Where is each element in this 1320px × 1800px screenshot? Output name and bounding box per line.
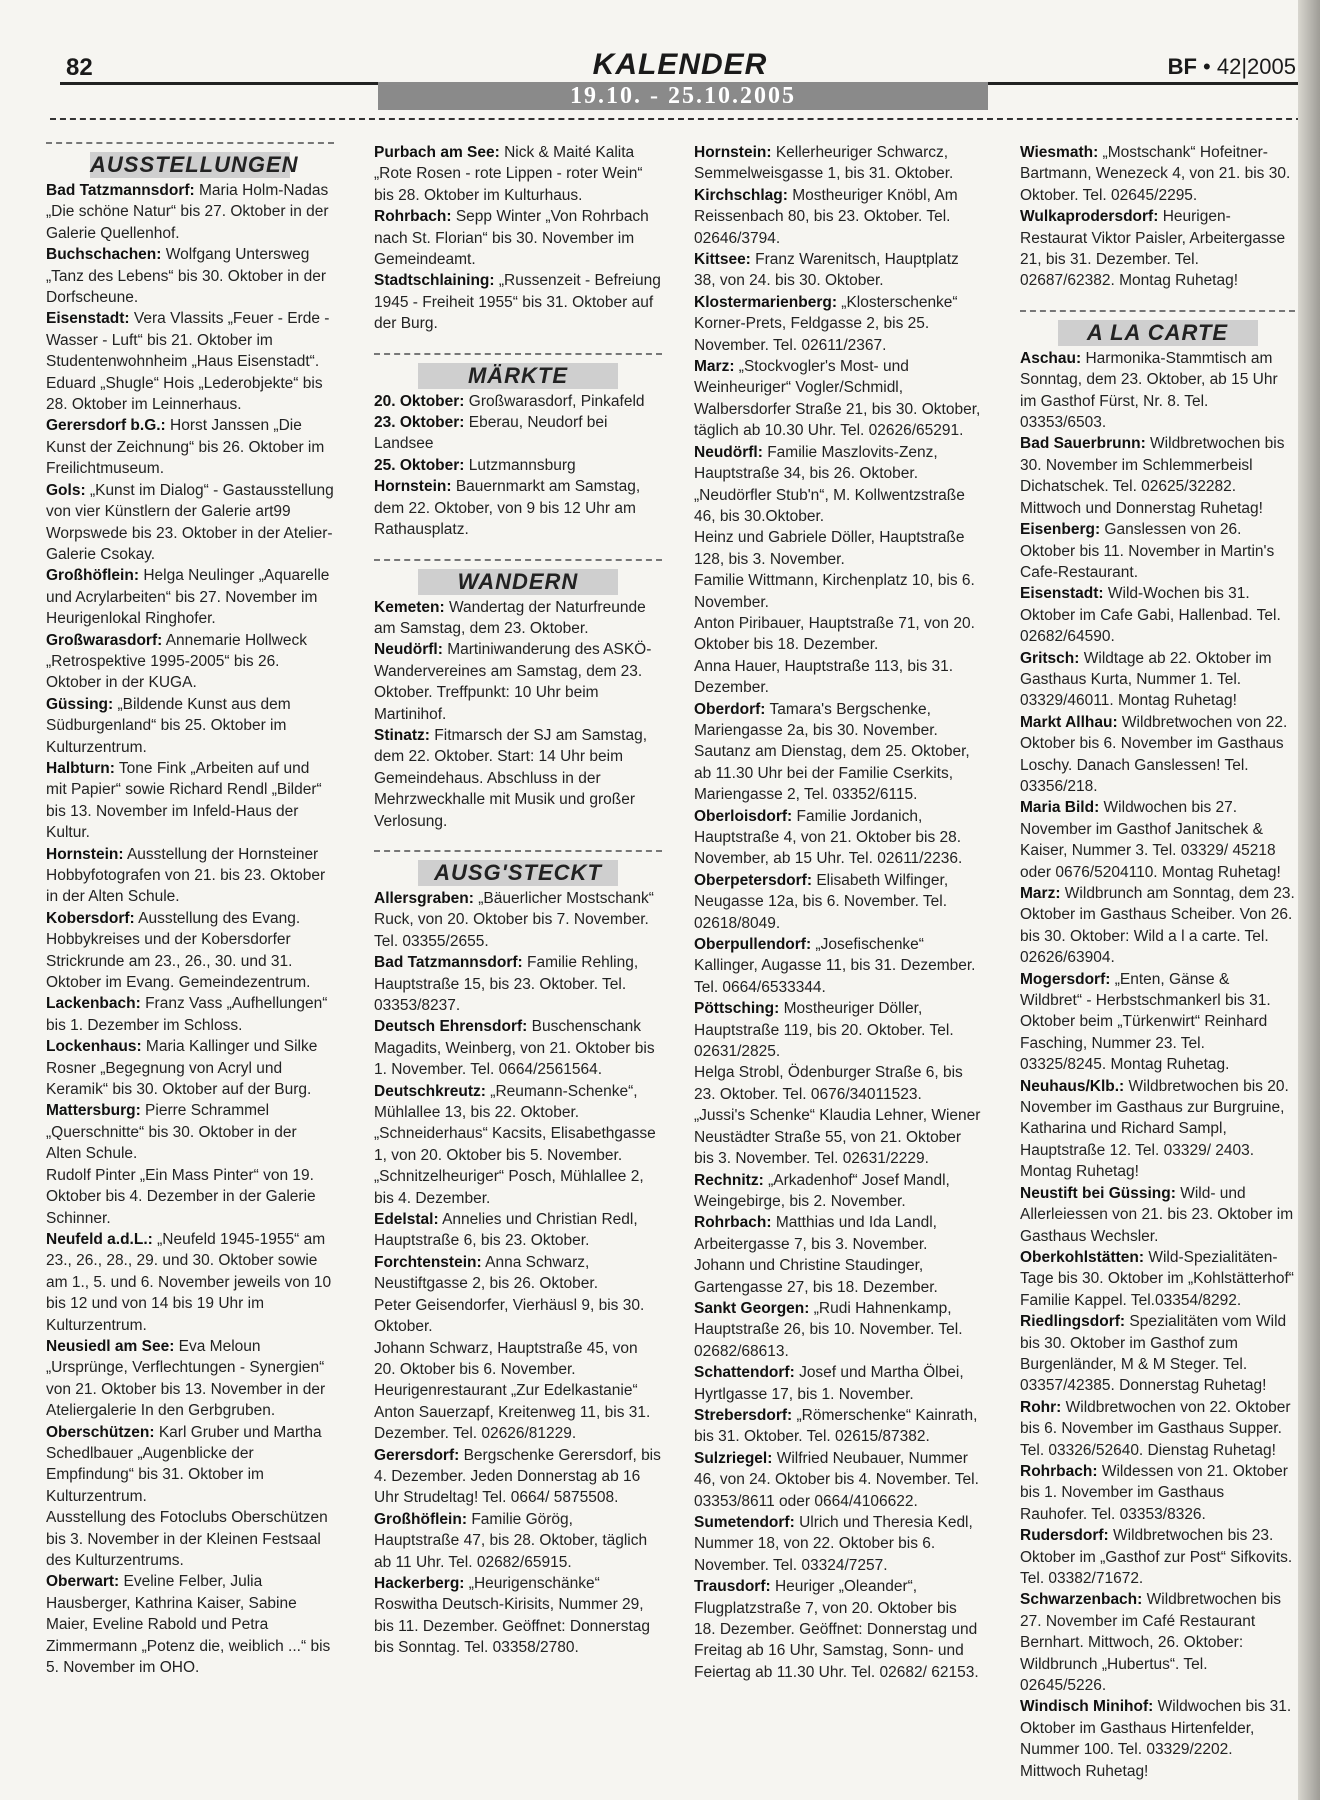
listing-entry <box>694 870 982 934</box>
listing-entry <box>694 1512 982 1576</box>
listing-location: Oberwart: <box>46 1573 120 1591</box>
listing-text: Anna Schwarz, Neustiftgasse 2, bis 26. Oktober. <box>374 1253 599 1293</box>
listing-location: Maria Bild: <box>1020 799 1100 817</box>
listing-text: Spezialitäten vom Wild bis 30. Oktober im Gasthof zum Burgenländer, M & M Steger. Tel. 03357/42385. Donnerstag Ruhetag! <box>1020 1313 1287 1395</box>
listing-entry <box>694 292 982 356</box>
section-gap <box>374 832 662 850</box>
listing-location: Stadtschlaining: <box>374 272 495 290</box>
listing-entry <box>46 480 334 566</box>
listing-entry <box>1020 969 1295 1076</box>
listing-location: Buchschachen: <box>46 246 162 264</box>
listing-text: „Schnitzelheuriger“ Posch, Mühlallee 2, bis 4. Dezember. <box>374 1168 644 1207</box>
listing-entry <box>46 993 334 1036</box>
listing-location: Bad Tatzmannsdorf: <box>374 954 523 972</box>
listing-entry <box>694 1212 982 1255</box>
listing-location: Kobersdorf: <box>46 909 135 927</box>
listing-text: Fitmarsch der SJ am Samstag, dem 22. Oktober. Start: 14 Uhr beim Gemeindehaus. Abschluss in der Mehrzweckhalle mit Musik und großer Verlosung. <box>374 726 648 830</box>
listing-text: Eveline Felber, Julia Hausberger, Kathrina Kaiser, Sabine Maier, Eveline Rabold und Petra Zimmermann „Potenz die, weiblich ...“ bis 5. November im OHO. <box>46 1573 331 1677</box>
listing-text: Sepp Winter „Von Rohrbach nach St. Florian“ bis 30. November im Gemeindeamt. <box>374 208 649 269</box>
listing-location: Halbturn: <box>46 759 115 777</box>
listing-location: Großhöflein: <box>46 567 139 585</box>
listing-location: Gols: <box>46 481 86 499</box>
listing-text: „Stockvogler's Most- und Weinheuriger“ Vogler/Schmidl, Walbersdorfer Straße 21, bis 30. Oktober, täglich ab 10.30 Uhr. Tel. 02626/65291. <box>694 358 981 440</box>
listing-text: Wildwochen bis 31. Oktober im Gasthaus Hirtenfelder, Nummer 100. Tel. 03329/2202. Mittwoch Ruhetag! <box>1020 1698 1292 1780</box>
listing-location: Rohr: <box>1020 1398 1062 1416</box>
listing-text: Wildbretwochen von 22. Oktober bis 6. November im Gasthaus Supper. Tel. 03326/52640. Dienstag Ruhetag! <box>1020 1398 1291 1459</box>
listing-entry <box>1020 1183 1295 1247</box>
listing-entry <box>374 1123 662 1166</box>
listing-entry <box>374 1081 662 1124</box>
listing-location: Wiesmath: <box>1020 144 1099 161</box>
listing-entry <box>374 476 662 540</box>
listing-location: Windisch Minihof: <box>1020 1698 1154 1716</box>
listing-text: Bergschenke Gerersdorf, bis 4. Dezember. Jeden Donnerstag ab 16 Uhr Strudeltag! Tel. 0664/ 5875508. <box>374 1446 661 1507</box>
listing-location: Markt Allhau: <box>1020 713 1118 731</box>
listing-text: Peter Geisendorfer, Vierhäusl 9, bis 30. Oktober. <box>374 1296 645 1336</box>
listing-location: Gerersdorf: <box>374 1446 460 1464</box>
column-1 <box>46 142 334 1678</box>
listing-text: Heurigenrestaurant „Zur Edelkastanie“ Anton Sauerzapf, Kreitenweg 11, bis 31. Dezember. Tel. 02626/81229. <box>374 1382 651 1443</box>
listing-entry <box>694 485 982 528</box>
listing-text: Harmonika-Stammtisch am Sonntag, dem 23. Oktober, ab 15 Uhr im Gasthof Fürst, Nr. 8. Tel. 03353/6503. <box>1020 349 1278 432</box>
section-gap <box>374 541 662 559</box>
listing-entry <box>46 308 334 372</box>
listing-location: Schwarzenbach: <box>1020 1591 1143 1609</box>
listing-entry <box>374 1166 662 1209</box>
listing-location: Neudörfl: <box>374 641 443 659</box>
listing-location: Rohrbach: <box>1020 1462 1098 1480</box>
listing-entry <box>46 694 334 758</box>
listing-location: Rohrbach: <box>694 1214 772 1232</box>
listing-text: „Schneiderhaus“ Kacsits, Elisabethgasse 1, von 20. Oktober bis 5. November. <box>374 1125 656 1164</box>
listing-location: Oberloisdorf: <box>694 807 793 825</box>
listing-entry <box>694 1255 982 1298</box>
listing-text: Ulrich und Theresia Kedl, Nummer 18, von 22. Oktober bis 6. November. Tel. 03324/7257. <box>694 1514 973 1574</box>
listing-location: Hackerberg: <box>374 1574 465 1592</box>
listing-entry <box>374 412 662 455</box>
listing-text: Familie Rehling, Hauptstraße 15, bis 23. Oktober. Tel. 03353/8237. <box>374 954 639 1014</box>
listing-entry <box>694 1362 982 1405</box>
listing-location: Oberpullendorf: <box>694 936 812 954</box>
listing-location: Mattersburg: <box>46 1102 141 1120</box>
listing-text: Familie Wittmann, Kirchenplatz 10, bis 6. November. <box>694 572 975 611</box>
listing-entry <box>46 844 334 908</box>
column-2 <box>374 142 662 1659</box>
listing-entry <box>46 180 334 244</box>
listing-location: Sulzriegel: <box>694 1449 773 1467</box>
listing-location: Strebersdorf: <box>694 1406 793 1424</box>
listing-entry <box>374 206 662 270</box>
listing-entry <box>694 1170 982 1213</box>
listing-entry <box>1020 648 1295 712</box>
listing-entry <box>1020 348 1295 434</box>
listing-text: Franz Vass „Aufhellungen“ bis 1. Dezember im Schloss. <box>46 995 328 1034</box>
listing-location: Gritsch: <box>1020 649 1080 667</box>
listing-text: Wild- und Allerleiessen von 21. bis 23. Oktober im Gasthaus Wechsler. <box>1020 1184 1294 1245</box>
listing-location: Klostermarienberg: <box>694 293 837 311</box>
listing-text: Wolfgang Untersweg „Tanz des Lebens“ bis 30. Oktober in der Dorfscheune. <box>46 246 327 307</box>
listing-entry <box>374 1380 662 1444</box>
listing-entry <box>46 1422 334 1508</box>
listing-text: Pierre Schrammel „Querschnitte“ bis 30. Oktober in der Alten Schule. <box>46 1102 297 1163</box>
listing-entry <box>694 356 982 442</box>
listing-location: Lockenhaus: <box>46 1038 142 1056</box>
listing-text: Lutzmannsburg <box>468 456 576 474</box>
listing-entry <box>694 1405 982 1448</box>
listing-text: Anton Piribauer, Hauptstraße 71, von 20. Oktober bis 18. Dezember. <box>694 614 975 654</box>
listing-location: Deutsch Ehrensdorf: <box>374 1018 528 1036</box>
listing-entry <box>694 570 982 613</box>
listing-entry <box>694 527 982 570</box>
listing-entry <box>1020 142 1295 206</box>
listing-text: Maria Kallinger und Silke Rosner „Begegnung von Acryl und Keramik“ bis 30. Oktober auf der Burg. <box>46 1038 318 1099</box>
listing-text: Wilfried Neubauer, Nummer 46, von 24. Oktober bis 4. November. Tel. 03353/8611 oder 0664/4106622. <box>694 1449 979 1510</box>
listing-entry <box>1020 1589 1295 1696</box>
listing-text: Vera Vlassits „Feuer - Erde - Wasser - Luft“ bis 21. Oktober im Studentenwohnheim „Haus Eisenstadt“. <box>46 310 330 371</box>
listing-location: 20. Oktober: <box>374 392 465 410</box>
listing-text: Horst Janssen „Die Kunst der Zeichnung“ bis 26. Oktober im Freilichtmuseum. <box>46 417 325 478</box>
listing-entry <box>694 806 982 870</box>
listing-text: Wildbretwochen bis 27. November im Café Restaurant Bernhart. Mittwoch, 26. Oktober: Wildbrunch „Hubertus“. Tel. 02645/5226. <box>1020 1591 1282 1695</box>
listing-location: Aschau: <box>1020 349 1082 367</box>
listing-text: Buschenschank Magadits, Weinberg, von 21. Oktober bis 1. November. Tel. 0664/2561564. <box>374 1018 655 1079</box>
listing-entry <box>46 244 334 308</box>
listing-text: „Reumann-Schenke“, Mühlallee 13, bis 22. Oktober. <box>374 1082 638 1122</box>
listing-entry <box>1020 712 1295 798</box>
listing-location: Deutschkreutz: <box>374 1082 486 1100</box>
section-gap <box>374 335 662 353</box>
listing-location: Forchtenstein: <box>374 1253 482 1271</box>
listing-text: Wildbrunch am Sonntag, dem 23. Oktober im Gasthaus Scheiber. Von 26. bis 30. Oktober: Wild a l a carte. Tel. 02626/63904. <box>1020 885 1295 967</box>
listing-entry <box>374 952 662 1016</box>
listing-text: „Kunst im Dialog“ - Gastausstellung von vier Künstlern der Galerie art99 Worpswede bis 23. Oktober in der Atelier-Galerie Csokay. <box>46 481 334 563</box>
listing-entry <box>46 1507 334 1571</box>
listing-entry <box>1020 1397 1295 1461</box>
listing-entry <box>46 1229 334 1336</box>
listing-entry <box>694 1298 982 1362</box>
listing-location: Großhöflein: <box>374 1510 467 1528</box>
listing-entry <box>694 185 982 249</box>
listing-entry <box>46 1165 334 1229</box>
listing-text: „Neufeld 1945-1955“ am 23., 26., 28., 29. und 30. Oktober sowie am 1., 5. und 6. November jeweils von 10 bis 12 und von 14 bis 19 Uhr im Kulturzentrum. <box>46 1230 332 1334</box>
listing-text: Ausstellung des Fotoclubs Oberschützen bis 3. November in der Kleinen Festsaal des Kulturzentrums. <box>46 1509 328 1569</box>
listing-location: Purbach am See: <box>374 144 500 161</box>
listing-entry <box>694 934 982 998</box>
column-4 <box>1020 142 1295 1782</box>
listing-location: Neustift bei Güssing: <box>1020 1184 1176 1202</box>
listing-text: „Mostschank“ Hofeitner-Bartmann, Wenezeck 4, von 21. bis 30. Oktober. Tel. 02645/2295. <box>1020 144 1291 204</box>
listing-entry <box>1020 883 1295 969</box>
listing-text: Mostheuriger Döller, Hauptstraße 119, bis 20. Oktober. Tel. 02631/2825. <box>694 1000 954 1061</box>
listing-entry <box>46 1100 334 1164</box>
listing-location: Eisenberg: <box>1020 521 1101 539</box>
listing-entry <box>694 656 982 699</box>
listing-location: Kittsee: <box>694 251 751 269</box>
listing-entry <box>374 725 662 832</box>
listing-text: Annelies und Christian Redl, Hauptstraße 6, bis 23. Oktober. <box>374 1211 638 1250</box>
listing-location: Pöttsching: <box>694 1000 780 1018</box>
listing-location: Lackenbach: <box>46 995 141 1013</box>
listing-text: Wildessen von 21. Oktober bis 1. November im Gasthaus Rauhofer. Tel. 03353/8326. <box>1020 1462 1288 1523</box>
listing-entry <box>46 565 334 629</box>
listing-location: Stinatz: <box>374 726 430 744</box>
listing-text: Tamara's Bergschenke, Mariengasse 2a, bis 30. November. Sautanz am Dienstag, dem 25. Oktober, ab 11.30 Uhr bei der Familie Cserkits, Mariengasse 2, Tel. 03352/6115. <box>694 700 970 804</box>
listing-text: Wildwochen bis 27. November im Gasthof Janitschek & Kaiser, Nummer 3. Tel. 03329/ 45218 oder 0676/5204110. Montag Ruhetag! <box>1020 799 1281 881</box>
listing-entry <box>1020 1461 1295 1525</box>
listing-text: Eduard „Shugle“ Hois „Lederobjekte“ bis 28. Oktober im Leinnerhaus. <box>46 374 323 414</box>
listing-text: Wild-Spezialitäten-Tage bis 30. Oktober im „Kohlstätterhof“ Familie Kappel. Tel.03354/8292. <box>1020 1248 1294 1309</box>
section-header <box>1020 310 1295 345</box>
listing-entry <box>1020 1247 1295 1311</box>
listing-text: Heurigen-Restaurat Viktor Paisler, Arbeitergasse 21, bis 31. Dezember. Tel. 02687/62382. Montag Ruhetag! <box>1020 208 1286 290</box>
listing-text: Johann und Christine Staudinger, Gartengasse 27, bis 18. Dezember. <box>694 1257 938 1296</box>
listing-entry <box>694 249 982 292</box>
listing-entry <box>374 597 662 640</box>
listing-entry <box>374 888 662 952</box>
section-title: AUSSTELLUNGEN <box>90 152 299 177</box>
listing-text: „Josefischenke“ Kallinger, Augasse 11, bis 31. Dezember. Tel. 0664/6533344. <box>694 936 976 996</box>
listing-location: Neusiedl am See: <box>46 1337 175 1355</box>
page-edge-shadow <box>1298 0 1320 1800</box>
listing-entry <box>374 1209 662 1252</box>
listing-location: Edelstal: <box>374 1211 439 1229</box>
listing-entry <box>1020 1696 1295 1782</box>
listing-text: Ganslessen von 26. Oktober bis 11. November in Martin's Cafe-Restaurant. <box>1020 521 1275 581</box>
listing-entry <box>374 142 662 206</box>
listing-text: Kellerheuriger Schwarcz, Semmelweisgasse 1, bis 31. Oktober. <box>694 144 954 183</box>
section-header <box>374 353 662 388</box>
listing-entry <box>374 1016 662 1080</box>
listing-text: Nick & Maité Kalita „Rote Rosen - rote Lippen - roter Wein“ bis 28. Oktober im Kulturhaus. <box>374 144 643 204</box>
listing-text: Josef und Martha Ölbei, Hyrtlgasse 17, bis 1. November. <box>694 1364 964 1403</box>
listing-entry <box>1020 433 1295 519</box>
listing-text: Helga Neulinger „Aquarelle und Acrylarbeiten“ bis 27. November im Heurigenlokal Ringhofer. <box>46 567 330 628</box>
publication-name: BF <box>1167 54 1197 79</box>
listing-text: Franz Warenitsch, Hauptplatz 38, von 24. bis 30. Oktober. <box>694 251 959 290</box>
listing-text: „Neudörfler Stub'n“, M. Kollwentzstraße 46, bis 30.Oktober. <box>694 486 965 525</box>
listing-location: 23. Oktober: <box>374 414 465 432</box>
listing-entry <box>374 270 662 334</box>
listing-text: „Römerschenke“ Kainrath, bis 31. Oktober. Tel. 02615/87382. <box>694 1406 978 1446</box>
header-dashed-divider <box>50 118 1312 120</box>
listing-text: Ausstellung der Hornsteiner Hobbyfotografen von 21. bis 23. Oktober in der Alten Schule. <box>46 845 326 906</box>
listing-entry <box>46 630 334 694</box>
listing-entry <box>1020 1076 1295 1183</box>
listing-text: Wildbretwochen bis 23. Oktober im „Gasthof zur Post“ Sifkovits. Tel. 03382/71672. <box>1020 1527 1293 1587</box>
listing-location: Riedlingsdorf: <box>1020 1313 1126 1331</box>
listing-text: Karl Gruber und Martha Schedlbauer „Augenblicke der Empfindung“ bis 31. Oktober im Kulturzentrum. <box>46 1423 322 1505</box>
listing-entry <box>694 613 982 656</box>
listing-text: „Rudi Hahnenkamp, Hauptstraße 26, bis 10. November. Tel. 02682/68613. <box>694 1299 963 1360</box>
listing-entry <box>694 1448 982 1512</box>
listing-text: Eva Meloun „Ursprünge, Verflechtungen - Synergien“ von 21. Oktober bis 13. November in der Ateliergalerie In den Gerbgruben. <box>46 1337 326 1420</box>
listing-location: Eisenstadt: <box>46 310 130 328</box>
listing-text: Johann Schwarz, Hauptstraße 45, von 20. Oktober bis 6. November. <box>374 1339 638 1378</box>
listing-text: Wild-Wochen bis 31. Oktober im Cafe Gabi, Hallenbad. Tel. 02682/64590. <box>1020 585 1281 646</box>
listing-location: Gerersdorf b.G.: <box>46 417 166 435</box>
listing-text: „Bäuerlicher Mostschank“ Ruck, von 20. Oktober bis 7. November. Tel. 03355/2655. <box>374 889 654 950</box>
listing-location: Trausdorf: <box>694 1578 771 1596</box>
listing-entry <box>694 998 982 1062</box>
listing-location: Bad Sauerbrunn: <box>1020 435 1146 453</box>
listing-entry <box>374 1445 662 1509</box>
listing-entry <box>374 1509 662 1573</box>
listing-text: Mostheuriger Knöbl, Am Reissenbach 80, bis 23. Oktober. Tel. 02646/3794. <box>694 186 958 247</box>
listing-text: Matthias und Ida Landl, Arbeitergasse 7, bis 3. November. <box>694 1214 937 1253</box>
listing-location: Marz: <box>694 358 735 376</box>
listing-entry <box>694 699 982 806</box>
listing-location: Hornstein: <box>46 845 124 863</box>
listing-text: „Arkadenhof“ Josef Mandl, Weingebirge, bis 2. November. <box>694 1171 950 1210</box>
listing-location: Neuhaus/Klb.: <box>1020 1077 1125 1095</box>
listing-text: „Jussi's Schenke“ Klaudia Lehner, Wiener Neustädter Straße 55, von 21. Oktober bis 3. November. Tel. 02631/2229. <box>694 1107 981 1168</box>
listing-entry <box>46 1571 334 1678</box>
issue-label: BF • 42|2005 <box>1167 54 1296 79</box>
section-gap <box>1020 292 1295 310</box>
section-title: AUSG'STECKT <box>418 860 618 886</box>
listing-location: Oberkohlstätten: <box>1020 1248 1145 1266</box>
listing-location: Sumetendorf: <box>694 1514 795 1531</box>
listing-location: Wulkaprodersdorf: <box>1020 208 1159 226</box>
listing-entry <box>374 1252 662 1295</box>
listing-entry <box>46 415 334 479</box>
listing-entry <box>694 1062 982 1105</box>
section-header <box>46 142 334 177</box>
listing-text: Wandertag der Naturfreunde am Samstag, dem 23. Oktober. <box>374 598 646 637</box>
listing-location: Hornstein: <box>374 478 452 496</box>
listing-location: Kemeten: <box>374 598 445 616</box>
listing-text: Familie Jordanich, Hauptstraße 4, von 21. Oktober bis 28. November, ab 15 Uhr. Tel. 02611/2236. <box>694 807 963 868</box>
listing-entry <box>694 142 982 185</box>
listing-entry <box>374 1295 662 1338</box>
section-header <box>374 850 662 885</box>
listing-entry <box>1020 583 1295 647</box>
listing-location: 25. Oktober: <box>374 456 465 474</box>
listing-text: Wildbretwochen von 22. Oktober bis 6. November im Gasthaus Loschy. Danach Ganslessen! Tel. 03356/218. <box>1020 713 1288 795</box>
listing-entry <box>374 1573 662 1659</box>
listing-entry <box>1020 797 1295 883</box>
listing-entry <box>694 442 982 485</box>
listing-text: Annemarie Hollweck „Retrospektive 1995-2005“ bis 26. Oktober in der KUGA. <box>46 631 307 692</box>
page-number: 82 <box>66 54 93 81</box>
section-title: MÄRKTE <box>418 363 618 389</box>
listing-entry <box>46 1336 334 1422</box>
listing-location: Oberschützen: <box>46 1423 155 1441</box>
listing-location: Sankt Georgen: <box>694 1299 810 1317</box>
listing-entry <box>46 908 334 994</box>
listing-text: „Enten, Gänse & Wildbret“ - Herbstschmankerl bis 31. Oktober beim „Türkenwirt“ Reinhard Fasching, Nummer 23. Tel. 03325/8245. Montag Ruhetag. <box>1020 970 1271 1074</box>
listing-text: Elisabeth Wilfinger, Neugasse 12a, bis 6. November. Tel. 02618/8049. <box>694 871 949 932</box>
listing-text: Familie Maszlovits-Zenz, Hauptstraße 34, bis 26. Oktober. <box>694 443 938 483</box>
listing-text: Bauernmarkt am Samstag, dem 22. Oktober, von 9 bis 12 Uhr am Rathausplatz. <box>374 478 641 539</box>
listing-location: Großwarasdorf: <box>46 631 163 649</box>
listing-text: Wildbretwochen bis 30. November im Schlemmerbeisl Dichatschek. Tel. 02625/32282. Mittwoch und Donnerstag Ruhetag! <box>1020 435 1285 517</box>
listing-entry <box>374 455 662 476</box>
listing-text: „Heurigenschänke“ Roswitha Deutsch-Kirisits, Nummer 29, bis 11. Dezember. Geöffnet: Donnerstag bis Sonntag. Tel. 03358/2780. <box>374 1574 651 1657</box>
listing-text: Familie Görög, Hauptstraße 47, bis 28. Oktober, täglich ab 11 Uhr. Tel. 02682/65915. <box>374 1510 648 1571</box>
listing-text: Rudolf Pinter „Ein Mass Pinter“ von 19. Oktober bis 4. Dezember in der Galerie Schinner. <box>46 1166 316 1227</box>
listing-entry <box>694 1105 982 1169</box>
listing-entry <box>1020 1311 1295 1397</box>
listing-location: Oberpetersdorf: <box>694 871 812 889</box>
listing-location: Schattendorf: <box>694 1364 795 1382</box>
listing-entry <box>1020 1525 1295 1589</box>
listing-location: Neufeld a.d.L.: <box>46 1230 153 1248</box>
page-title: KALENDER <box>592 48 768 81</box>
listing-location: Allersgraben: <box>374 889 474 907</box>
listing-text: „Klosterschenke“ Korner-Prets, Feldgasse 2, bis 25. November. Tel. 02611/2367. <box>694 293 958 354</box>
listing-location: Marz: <box>1020 885 1061 902</box>
listing-entry <box>46 1036 334 1100</box>
listing-location: Rudersdorf: <box>1020 1527 1109 1545</box>
listing-entry <box>46 373 334 416</box>
listing-location: Güssing: <box>46 695 114 713</box>
listing-entry <box>374 639 662 725</box>
listing-text: Wildtage ab 22. Oktober im Gasthaus Kurta, Nummer 1. Tel. 03329/46011. Montag Ruhetag! <box>1020 649 1272 710</box>
column-3 <box>694 142 982 1683</box>
listing-text: „Russenzeit - Befreiung 1945 - Freiheit 1955“ bis 31. Oktober auf der Burg. <box>374 272 661 333</box>
listing-entry <box>46 758 334 844</box>
listing-text: Wildbretwochen bis 20. November im Gasthaus zur Burgruine, Katharina und Richard Sampl, Hauptstraße 12. Tel. 03329/ 2403. Montag Ruhetag! <box>1020 1077 1289 1181</box>
listing-location: Hornstein: <box>694 144 772 161</box>
listing-entry <box>374 1338 662 1381</box>
listing-entry <box>694 1576 982 1683</box>
date-range-band: 19.10. - 25.10.2005 <box>378 82 988 110</box>
listing-location: Kirchschlag: <box>694 186 788 204</box>
section-header <box>374 559 662 594</box>
listing-location: Eisenstadt: <box>1020 585 1104 603</box>
listing-text: Maria Holm-Nadas „Die schöne Natur“ bis 27. Oktober in der Galerie Quellenhof. <box>46 182 329 242</box>
listing-location: Bad Tatzmannsdorf: <box>46 182 195 199</box>
section-title: WANDERN <box>418 569 618 595</box>
listing-text: Ausstellung des Evang. Hobbykreises und der Kobersdorfer Strickrunde am 23., 26., 30. und 31. Oktober im Evang. Gemeindezentrum. <box>46 909 311 992</box>
listing-entry <box>374 391 662 412</box>
listing-location: Oberdorf: <box>694 700 766 718</box>
listing-location: Rechnitz: <box>694 1171 764 1189</box>
listing-text: „Bildende Kunst aus dem Südburgenland“ bis 25. Oktober im Kulturzentrum. <box>46 695 291 756</box>
listing-location: Rohrbach: <box>374 208 452 226</box>
listing-entry <box>1020 206 1295 292</box>
listing-text: Anna Hauer, Hauptstraße 113, bis 31. Dezember. <box>694 657 954 697</box>
listing-location: Mogersdorf: <box>1020 970 1111 988</box>
issue-number: 42|2005 <box>1216 54 1296 79</box>
listing-text: Eberau, Neudorf bei Landsee <box>374 414 608 453</box>
listing-text: Tone Fink „Arbeiten auf und mit Papier“ sowie Richard Rendl „Bilder“ bis 13. November im Infeld-Haus der Kultur. <box>46 759 322 842</box>
listing-text: Heinz und Gabriele Döller, Hauptstraße 128, bis 3. November. <box>694 529 965 568</box>
listing-text: Martiniwanderung des ASKÖ-Wandervereines am Samstag, dem 23. Oktober. Treffpunkt: 10 Uhr beim Martinihof. <box>374 641 652 723</box>
listing-text: Heuriger „Oleander“, Flugplatzstraße 7, von 20. Oktober bis 18. Dezember. Geöffnet: Donnerstag und Freitag ab 16 Uhr, Samstag, Sonn- und Feiertag ab 11.30 Uhr. Tel. 02682/ 62153. <box>694 1578 979 1681</box>
listing-location: Neudörfl: <box>694 443 763 461</box>
listing-entry <box>1020 519 1295 583</box>
listing-text: Großwarasdorf, Pinkafeld <box>468 392 645 410</box>
section-title: A LA CARTE <box>1058 320 1258 346</box>
listing-text: Helga Strobl, Ödenburger Straße 6, bis 23. Oktober. Tel. 0676/34011523. <box>694 1064 963 1103</box>
